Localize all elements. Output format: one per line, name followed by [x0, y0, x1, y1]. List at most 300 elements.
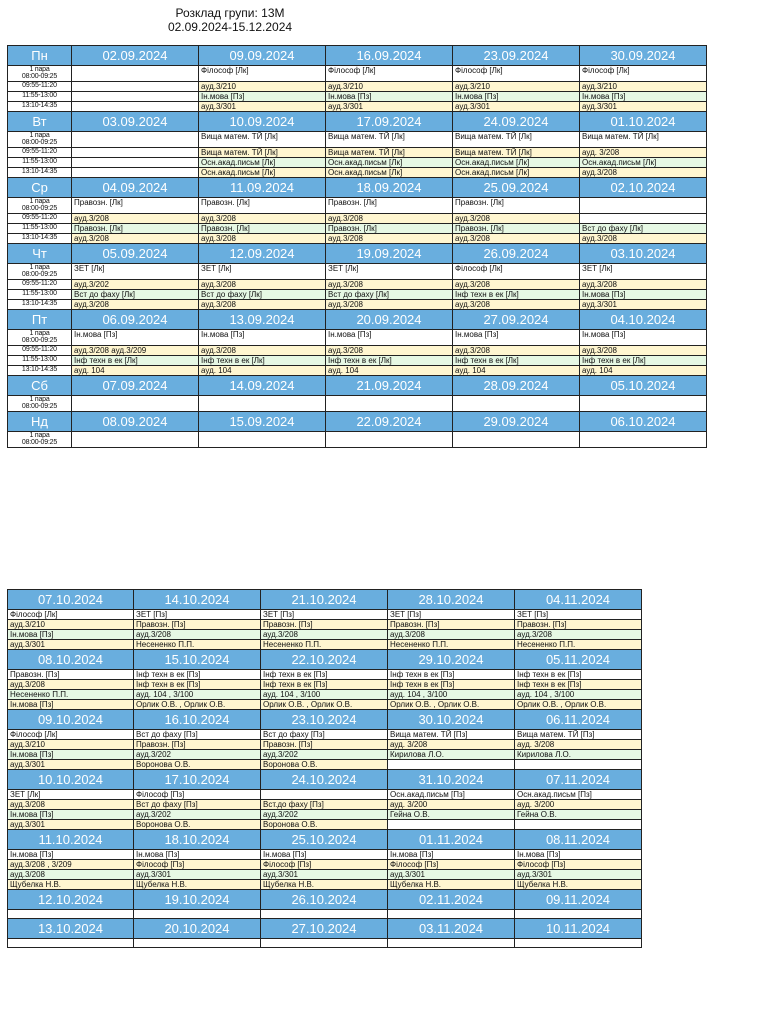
schedule-cell [580, 366, 707, 376]
schedule-cell [261, 680, 388, 690]
schedule-cell [326, 432, 453, 448]
schedule-cell [388, 910, 515, 919]
schedule-cell [515, 760, 642, 770]
schedule-cell [8, 620, 134, 630]
schedule-cell [261, 620, 388, 630]
schedule-cell [134, 630, 261, 640]
schedule-cell [388, 820, 515, 830]
schedule-cell [580, 224, 707, 234]
schedule-cell [261, 750, 388, 760]
schedule-cell [388, 810, 515, 820]
class-entry: Інф техн в ек [Лк] [455, 290, 519, 299]
day-label: Чт [8, 244, 72, 264]
schedule-cell [326, 264, 453, 280]
date-header: 07.09.2024 [72, 376, 199, 396]
date-header: 10.11.2024 [515, 919, 642, 939]
class-entry: Інф техн в ек [Пз] [136, 670, 201, 679]
date-header: 24.10.2024 [261, 770, 388, 790]
schedule-cell [134, 860, 261, 870]
class-entry: ауд.3/202 [263, 810, 299, 819]
class-entry: Філософ [Пз] [263, 860, 312, 869]
date-header: 27.09.2024 [453, 310, 580, 330]
class-entry: Філософ [Лк] [10, 610, 58, 619]
class-entry: Вища матем. ТЙ [Лк] [328, 148, 405, 157]
date-header: 03.11.2024 [388, 919, 515, 939]
time-slot-row [8, 224, 707, 234]
schedule-cell [326, 366, 453, 376]
schedule-cell [326, 158, 453, 168]
class-entry: ауд.3/208 [136, 630, 172, 639]
date-header: 28.10.2024 [388, 590, 515, 610]
schedule-cell [134, 820, 261, 830]
date-header: 04.11.2024 [515, 590, 642, 610]
date-header: 13.10.2024 [8, 919, 134, 939]
schedule-cell [580, 92, 707, 102]
date-header: 02.09.2024 [72, 46, 199, 66]
class-entry: Філософ [Лк] [455, 66, 503, 75]
schedule-cell [199, 366, 326, 376]
class-entry: ЗЕТ [Лк] [328, 264, 359, 273]
time-slot-row [8, 92, 707, 102]
schedule-cell [326, 148, 453, 158]
schedule-cell [72, 168, 199, 178]
schedule-cell [199, 396, 326, 412]
schedule-cell [261, 610, 388, 620]
slot-label [8, 132, 72, 148]
schedule-cell [8, 810, 134, 820]
time-slot-row [8, 290, 707, 300]
schedule-cell [261, 740, 388, 750]
schedule-cell [326, 290, 453, 300]
time-slot-row [8, 346, 707, 356]
date-header: 02.10.2024 [580, 178, 707, 198]
schedule-cell [261, 700, 388, 710]
schedule-cell [261, 860, 388, 870]
class-entry: Інф техн в ек [Пз] [517, 680, 582, 689]
class-entry: Інф техн в ек [Лк] [201, 356, 265, 365]
class-entry: Гейна О.В. [517, 810, 557, 819]
schedule-cell [453, 132, 580, 148]
class-entry: ауд.3/208 [455, 280, 491, 289]
schedule-cell [326, 300, 453, 310]
schedule-cell [388, 630, 515, 640]
schedule-cell [453, 214, 580, 224]
schedule-cell [72, 198, 199, 214]
class-entry: ауд.3/208 [201, 234, 237, 243]
date-header: 04.10.2024 [580, 310, 707, 330]
class-entry: Філософ [Лк] [201, 66, 249, 75]
schedule-cell [326, 280, 453, 290]
class-entry: ауд.3/301 [136, 870, 172, 879]
schedule-cell [388, 870, 515, 880]
class-entry: ауд.3/210 [455, 82, 491, 91]
class-entry: Кирилова Л.О. [390, 750, 445, 759]
class-entry: Вища матем. ТЙ [Лк] [455, 132, 532, 141]
class-entry: Осн.акад.письм [Лк] [328, 158, 403, 167]
time-slot-row [8, 810, 642, 820]
schedule-cell [8, 870, 134, 880]
schedule-cell [199, 102, 326, 112]
class-entry: Вст до фаху [Лк] [582, 224, 644, 233]
time-slot-row [8, 214, 707, 224]
schedule-cell [453, 264, 580, 280]
class-entry: Філософ [Лк] [328, 66, 376, 75]
schedule-cell [453, 92, 580, 102]
class-entry: Інф техн в ек [Пз] [263, 680, 328, 689]
slot-time: 11:55-13:00 [22, 356, 57, 363]
slot-label [8, 82, 72, 92]
class-entry: Правозн. [Пз] [390, 620, 440, 629]
slot-label [8, 102, 72, 112]
schedule-cell [388, 800, 515, 810]
date-header: 23.10.2024 [261, 710, 388, 730]
schedule-cell [515, 620, 642, 630]
schedule-cell [72, 148, 199, 158]
class-entry: Орлик О.В. , Орлик О.В. [136, 700, 226, 709]
schedule-cell [515, 790, 642, 800]
week-header-row [8, 310, 707, 330]
class-entry: ауд.3/208 [201, 214, 237, 223]
class-entry: Правозн. [Лк] [455, 198, 504, 207]
schedule-cell [580, 280, 707, 290]
schedule-cell [326, 214, 453, 224]
slot-label [8, 214, 72, 224]
class-entry: Орлик О.В. , Орлик О.В. [517, 700, 607, 709]
schedule-cell [515, 800, 642, 810]
schedule-cell [72, 224, 199, 234]
class-entry: Вст до фаху [Лк] [201, 290, 263, 299]
schedule-cell [580, 234, 707, 244]
schedule-cell [326, 168, 453, 178]
class-entry: ауд. 104 , 3/100 [263, 690, 321, 699]
date-header: 03.10.2024 [580, 244, 707, 264]
class-entry: ауд. 104 [74, 366, 105, 375]
schedule-cell [199, 66, 326, 82]
schedule-cell [199, 432, 326, 448]
schedule-cell [580, 214, 707, 224]
date-header: 19.09.2024 [326, 244, 453, 264]
class-entry: Осн.акад.письм [Лк] [201, 168, 276, 177]
schedule-cell [134, 790, 261, 800]
schedule-cell [453, 346, 580, 356]
class-entry: Щубелка Н.В. [136, 880, 188, 889]
week-header-row [8, 244, 707, 264]
class-entry: Правозн. [Пз] [10, 670, 60, 679]
slot-time: 09:55-11:20 [22, 280, 57, 287]
schedule-cell [261, 810, 388, 820]
class-entry: ауд. 104 [582, 366, 613, 375]
date-header: 11.10.2024 [8, 830, 134, 850]
class-entry: Правозн. [Пз] [136, 620, 186, 629]
schedule-cell [134, 690, 261, 700]
schedule-cell [8, 800, 134, 810]
schedule-cell [72, 66, 199, 82]
class-entry: Філософ [Пз] [390, 860, 439, 869]
schedule-cell [134, 870, 261, 880]
time-slot-row [8, 432, 707, 448]
slot-label [8, 148, 72, 158]
week-header-row [8, 178, 707, 198]
schedule-cell [453, 366, 580, 376]
date-header: 30.10.2024 [388, 710, 515, 730]
class-entry: Ін.мова [Пз] [328, 330, 372, 339]
schedule-cell [8, 730, 134, 740]
class-entry: ауд. 104 [201, 366, 232, 375]
class-entry: Інф техн в ек [Пз] [136, 680, 201, 689]
schedule-cell [580, 356, 707, 366]
schedule-cell [199, 214, 326, 224]
schedule-cell [134, 620, 261, 630]
schedule-cell [134, 800, 261, 810]
schedule-cell [453, 82, 580, 92]
time-slot-row [8, 158, 707, 168]
class-entry: Філософ [Лк] [455, 264, 503, 273]
schedule-cell [580, 82, 707, 92]
date-header: 11.09.2024 [199, 178, 326, 198]
schedule-cell [453, 280, 580, 290]
class-entry: Вища матем. ТЙ [Пз] [390, 730, 468, 739]
class-entry: Інф техн в ек [Пз] [390, 670, 455, 679]
class-entry: ауд.3/208 [582, 346, 618, 355]
week-header-row [8, 112, 707, 132]
schedule-cell [388, 700, 515, 710]
schedule-cell [580, 330, 707, 346]
schedule-cell [199, 92, 326, 102]
schedule-cell [72, 330, 199, 346]
class-entry: Осн.акад.письм [Лк] [455, 158, 530, 167]
slot-time: 13:10-14:35 [21, 234, 58, 241]
class-entry: Правозн. [Лк] [455, 224, 504, 233]
schedule-cell [72, 132, 199, 148]
date-header: 20.09.2024 [326, 310, 453, 330]
schedule-cell [8, 820, 134, 830]
schedule-cell [453, 396, 580, 412]
schedule-cell [515, 810, 642, 820]
schedule-cell [199, 148, 326, 158]
schedule-cell [261, 760, 388, 770]
time-slot-row [8, 640, 642, 650]
class-entry: Ін.мова [Пз] [201, 92, 245, 101]
schedule-cell [388, 670, 515, 680]
class-entry: Вст до фаху [Пз] [136, 730, 198, 739]
time-slot-row [8, 132, 707, 148]
schedule-cell [453, 148, 580, 158]
date-header: 16.10.2024 [134, 710, 261, 730]
class-entry: Осн.акад.письм [Лк] [582, 158, 657, 167]
class-entry: ауд.3/202 [263, 750, 299, 759]
date-header: 25.09.2024 [453, 178, 580, 198]
date-header: 10.10.2024 [8, 770, 134, 790]
date-header: 14.10.2024 [134, 590, 261, 610]
class-entry: ауд.3/208 , 3/209 [10, 860, 72, 869]
day-label: Нд [8, 412, 72, 432]
time-slot-row [8, 198, 707, 214]
date-header: 05.11.2024 [515, 650, 642, 670]
time-slot-row [8, 66, 707, 82]
slot-time: 08:00-09:25 [21, 439, 58, 446]
schedule-cell [134, 700, 261, 710]
slot-time: 08:00-09:25 [21, 73, 58, 80]
schedule-grid-first [7, 45, 707, 448]
class-entry: Правозн. [Лк] [74, 198, 123, 207]
schedule-cell [326, 224, 453, 234]
week-header-row [8, 830, 642, 850]
schedule-cell [388, 690, 515, 700]
date-header: 16.09.2024 [326, 46, 453, 66]
schedule-cell [199, 330, 326, 346]
schedule-cell [8, 640, 134, 650]
schedule-cell [388, 640, 515, 650]
time-slot-row [8, 396, 707, 412]
schedule-cell [8, 790, 134, 800]
schedule-cell [8, 690, 134, 700]
class-entry: Інф техн в ек [Пз] [390, 680, 455, 689]
schedule-cell [261, 800, 388, 810]
schedule-cell [388, 939, 515, 948]
slot-number: 1 пара [29, 198, 50, 205]
date-header: 08.11.2024 [515, 830, 642, 850]
schedule-cell [199, 280, 326, 290]
schedule-cell [453, 290, 580, 300]
class-entry: ауд.3/208 [328, 280, 364, 289]
class-entry: Ін.мова [Пз] [10, 700, 54, 709]
slot-label [8, 168, 72, 178]
schedule-grid-second [7, 589, 642, 948]
class-entry: ауд.3/202 [136, 810, 172, 819]
class-entry: Правозн. [Лк] [328, 224, 377, 233]
slot-time: 11:55-13:00 [22, 224, 57, 231]
date-header: 03.09.2024 [72, 112, 199, 132]
schedule-cell [388, 790, 515, 800]
slot-time: 13:10-14:35 [21, 102, 58, 109]
slot-label [8, 300, 72, 310]
class-entry: Ін.мова [Пз] [10, 630, 54, 639]
class-entry: Щубелка Н.В. [517, 880, 569, 889]
slot-label [8, 198, 72, 214]
schedule-cell [388, 730, 515, 740]
date-header: 27.10.2024 [261, 919, 388, 939]
schedule-cell [453, 102, 580, 112]
schedule-cell [453, 168, 580, 178]
date-header: 09.09.2024 [199, 46, 326, 66]
class-entry: ауд.3/202 [74, 280, 110, 289]
schedule-cell [72, 356, 199, 366]
schedule-cell [515, 690, 642, 700]
date-header: 20.10.2024 [134, 919, 261, 939]
schedule-cell [326, 92, 453, 102]
slot-number: 1 пара [29, 264, 50, 271]
schedule-header [120, 6, 340, 34]
schedule-cell [8, 860, 134, 870]
week-header-row [8, 890, 642, 910]
schedule-cell [72, 290, 199, 300]
schedule-cell [515, 630, 642, 640]
time-slot-row [8, 356, 707, 366]
class-entry: ауд.3/301 [517, 870, 553, 879]
date-header: 04.09.2024 [72, 178, 199, 198]
class-entry: Вст до фаху [Лк] [74, 290, 136, 299]
class-entry: Ін.мова [Пз] [455, 330, 499, 339]
schedule-cell [8, 680, 134, 690]
date-header: 10.09.2024 [199, 112, 326, 132]
schedule-cell [261, 690, 388, 700]
class-entry: ауд.3/208 [10, 680, 46, 689]
schedule-cell [515, 730, 642, 740]
date-header: 19.10.2024 [134, 890, 261, 910]
slot-time: 09:55-11:20 [22, 148, 57, 155]
schedule-cell [261, 670, 388, 680]
class-entry: ауд.3/208 [582, 234, 618, 243]
schedule-cell [199, 290, 326, 300]
time-slot-row [8, 264, 707, 280]
class-entry: Вища матем. ТЙ [Лк] [582, 132, 659, 141]
class-entry: ауд.3/208 [455, 214, 491, 223]
slot-number: 1 пара [29, 432, 50, 439]
class-entry: ауд.3/208 [201, 280, 237, 289]
date-header: 05.10.2024 [580, 376, 707, 396]
schedule-cell [134, 850, 261, 860]
class-entry: Щубелка Н.В. [10, 880, 62, 889]
class-entry: ауд.3/208 [74, 214, 110, 223]
schedule-cell [134, 750, 261, 760]
class-entry: Ін.мова [Пз] [455, 92, 499, 101]
week-header-row [8, 46, 707, 66]
class-entry: Кирилова Л.О. [517, 750, 572, 759]
class-entry: Правозн. [Лк] [201, 198, 250, 207]
date-header: 06.10.2024 [580, 412, 707, 432]
schedule-cell [72, 102, 199, 112]
time-slot-row [8, 630, 642, 640]
date-header: 28.09.2024 [453, 376, 580, 396]
schedule-cell [8, 760, 134, 770]
schedule-period: 02.09.2024-15.12.2024 [167, 20, 293, 34]
schedule-cell [580, 66, 707, 82]
schedule-cell [515, 680, 642, 690]
schedule-cell [515, 860, 642, 870]
schedule-cell [515, 700, 642, 710]
date-header: 15.09.2024 [199, 412, 326, 432]
date-header: 22.09.2024 [326, 412, 453, 432]
schedule-cell [199, 224, 326, 234]
schedule-cell [515, 740, 642, 750]
date-header: 14.09.2024 [199, 376, 326, 396]
class-entry: ауд.3/208 ауд.3/209 [74, 346, 147, 355]
class-entry: Ін.мова [Пз] [582, 330, 626, 339]
class-entry: ауд.3/208 [582, 280, 618, 289]
schedule-cell [388, 860, 515, 870]
slot-number: 1 пара [29, 132, 50, 139]
class-entry: ауд.3/208 [10, 870, 46, 879]
class-entry: Ін.мова [Пз] [10, 850, 54, 859]
time-slot-row [8, 168, 707, 178]
slot-number: 1 пара [29, 66, 50, 73]
slot-time: 08:00-09:25 [21, 271, 58, 278]
class-entry: Вища матем. ТЙ [Лк] [328, 132, 405, 141]
schedule-cell [580, 432, 707, 448]
class-entry: Ін.мова [Пз] [74, 330, 118, 339]
schedule-cell [8, 670, 134, 680]
class-entry: ауд.3/301 [263, 870, 299, 879]
time-slot-row [8, 760, 642, 770]
class-entry: Воронова О.В. [136, 760, 191, 769]
date-header: 13.09.2024 [199, 310, 326, 330]
schedule-cell [453, 224, 580, 234]
schedule-cell [199, 168, 326, 178]
class-entry: ауд.3/208 [10, 800, 46, 809]
date-header: 23.09.2024 [453, 46, 580, 66]
class-entry: Осн.акад.письм [Лк] [201, 158, 276, 167]
schedule-cell [8, 610, 134, 620]
